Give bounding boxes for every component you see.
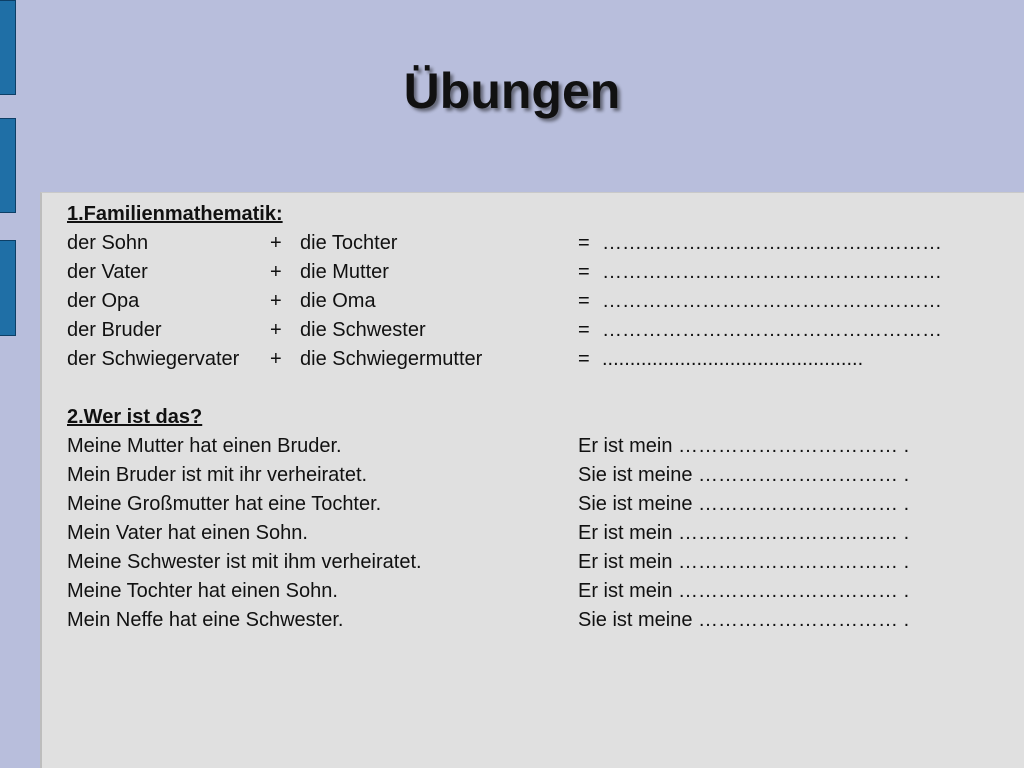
equals-sign: =	[578, 290, 590, 312]
question-text: Meine Schwester ist mit ihm verheiratet.	[67, 551, 422, 573]
answer-blank: ……………………………………………	[602, 319, 942, 341]
section1-heading: 1.Familienmathematik:	[67, 203, 283, 225]
answer-text: Sie ist meine ………………………… .	[578, 493, 910, 515]
question-text: Meine Tochter hat einen Sohn.	[67, 580, 338, 602]
question-text: Meine Mutter hat einen Bruder.	[67, 435, 342, 457]
term-b: die Schwester	[300, 319, 426, 341]
equals-sign: =	[578, 261, 590, 283]
term-b: die Schwiegermutter	[300, 348, 483, 370]
answer-text: Sie ist meine ………………………… .	[578, 464, 910, 486]
term-a: der Bruder	[67, 319, 162, 341]
answer-text: Er ist mein …………………………… .	[578, 551, 910, 573]
section2-heading: 2.Wer ist das?	[67, 406, 203, 428]
plus-sign: +	[270, 261, 282, 283]
answer-text: Er ist mein …………………………… .	[578, 580, 910, 602]
equals-sign: =	[578, 348, 590, 370]
equals-sign: =	[578, 319, 590, 341]
plus-sign: +	[270, 290, 282, 312]
answer-blank: ……………………………………………	[602, 232, 942, 254]
term-b: die Oma	[300, 290, 376, 312]
equals-sign: =	[578, 232, 590, 254]
slide-tab	[0, 118, 16, 213]
answer-text: Sie ist meine ………………………… .	[578, 609, 910, 631]
term-b: die Tochter	[300, 232, 398, 254]
answer-text: Er ist mein …………………………… .	[578, 435, 910, 457]
term-a: der Opa	[67, 290, 140, 312]
answer-blank: ……………………………………………	[602, 261, 942, 283]
question-text: Mein Neffe hat eine Schwester.	[67, 609, 344, 631]
plus-sign: +	[270, 319, 282, 341]
plus-sign: +	[270, 232, 282, 254]
page-title: Übungen	[403, 63, 621, 119]
plus-sign: +	[270, 348, 282, 370]
term-a: der Sohn	[67, 232, 149, 254]
question-text: Meine Großmutter hat eine Tochter.	[67, 493, 382, 515]
term-b: die Mutter	[300, 261, 389, 283]
answer-text: Er ist mein …………………………… .	[578, 522, 910, 544]
question-text: Mein Vater hat einen Sohn.	[67, 522, 308, 544]
answer-blank: ...............................................	[602, 348, 864, 370]
term-a: der Schwiegervater	[67, 348, 240, 370]
answer-blank: ……………………………………………	[602, 290, 942, 312]
question-text: Mein Bruder ist mit ihr verheiratet.	[67, 464, 368, 486]
term-a: der Vater	[67, 261, 148, 283]
slide-tab	[0, 240, 16, 336]
